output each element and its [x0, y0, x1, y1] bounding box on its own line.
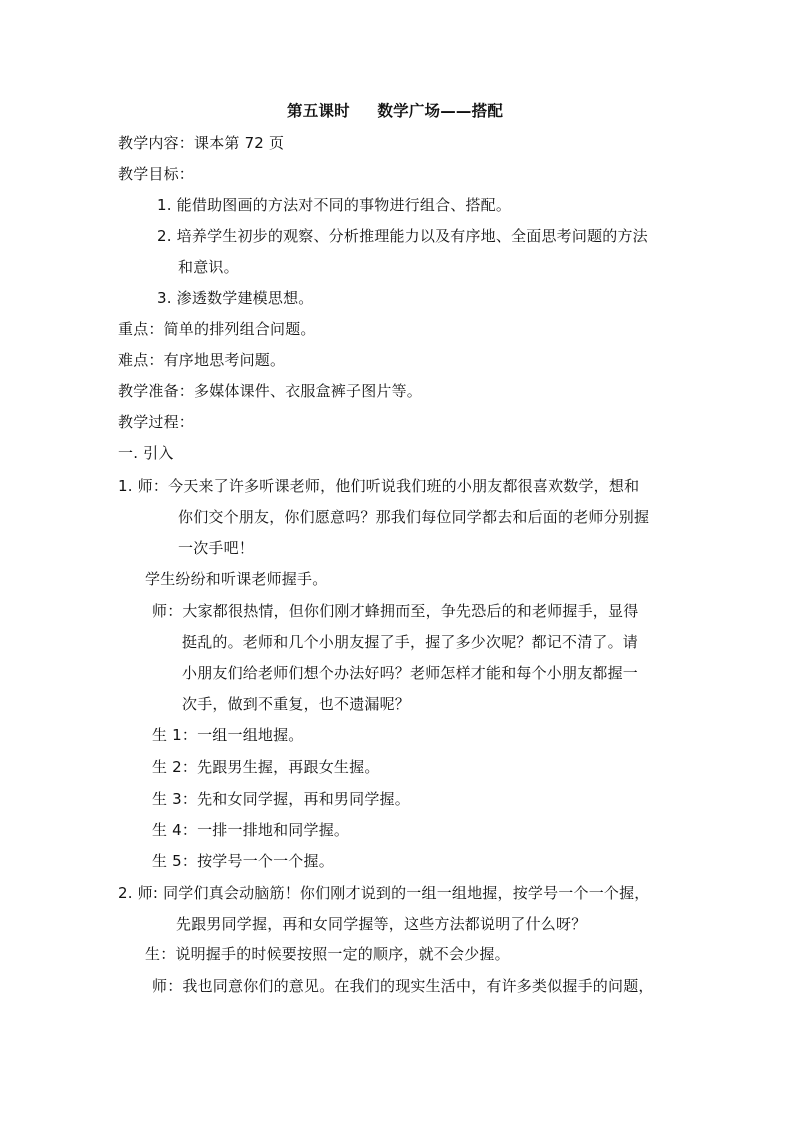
- students-action: 学生纷纷和听课老师握手。: [145, 570, 328, 588]
- page-title: [287, 101, 503, 121]
- goal-item-2: 2. 培养学生初步的观察、分析推理能力以及有序地、全面思考问题的方法: [157, 227, 648, 245]
- student-answer-1: 生 1：一组一组地握。: [152, 726, 304, 744]
- preparation: 教学准备：多媒体课件、衣服盒裤子图片等。: [118, 382, 423, 400]
- teacher-1-line-3: 小朋友们给老师们想个办法好吗？老师怎样才能和每个小朋友都握一: [182, 664, 639, 682]
- key-point: 重点：简单的排列组合问题。: [118, 320, 316, 338]
- student-reply: 生：说明握手的时候要按照一定的顺序，就不会少握。: [145, 945, 510, 963]
- process-label: 教学过程：: [118, 413, 195, 431]
- teacher-2-line-1: 师：我也同意你们的意见。在我们的现实生活中，有许多类似握手的问题，: [152, 977, 654, 995]
- lesson-number: 第五课时: [287, 102, 350, 120]
- step-2-line-2: 先跟男同学握，再和女同学握等，这些方法都说明了什么呀？: [176, 915, 587, 933]
- student-answer-2: 生 2：先跟男生握，再跟女生握。: [152, 758, 380, 776]
- goals-label: 教学目标：: [118, 165, 195, 183]
- goal-item-1: 1. 能借助图画的方法对不同的事物进行组合、搭配。: [157, 196, 512, 214]
- step-1-line-2: 你们交个朋友，你们愿意吗？那我们每位同学都去和后面的老师分别握: [178, 508, 650, 526]
- section-heading: 一. 引入: [118, 444, 174, 462]
- difficulty: 难点：有序地思考问题。: [118, 351, 286, 369]
- student-answer-3: 生 3：先和女同学握，再和男同学握。: [152, 790, 410, 808]
- teacher-1-line-4: 次手，做到不重复，也不遗漏呢？: [182, 695, 411, 713]
- goal-item-2-cont: 和意识。: [178, 258, 239, 276]
- step-1-line-1: 1. 师：今天来了许多听课老师，他们听说我们班的小朋友都很喜欢数学，想和: [118, 477, 640, 495]
- step-2-line-1: 2. 师: 同学们真会动脑筋！你们刚才说到的一组一组地握，按学号一个一个握，: [118, 884, 650, 902]
- teaching-content: 教学内容：课本第 72 页: [118, 134, 285, 152]
- student-answer-5: 生 5：按学号一个一个握。: [152, 852, 334, 870]
- teacher-1-line-2: 挺乱的。老师和几个小朋友握了手，握了多少次呢？都记不清了。请: [182, 633, 639, 651]
- step-1-line-3: 一次手吧！: [178, 539, 255, 557]
- goal-item-3: 3. 渗透数学建模思想。: [157, 289, 314, 307]
- teacher-1-line-1: 师：大家都很热情，但你们刚才蜂拥而至，争先恐后的和老师握手，显得: [152, 602, 639, 620]
- student-answer-4: 生 4：一排一排地和同学握。: [152, 821, 350, 839]
- lesson-topic: 数学广场——搭配: [377, 102, 504, 120]
